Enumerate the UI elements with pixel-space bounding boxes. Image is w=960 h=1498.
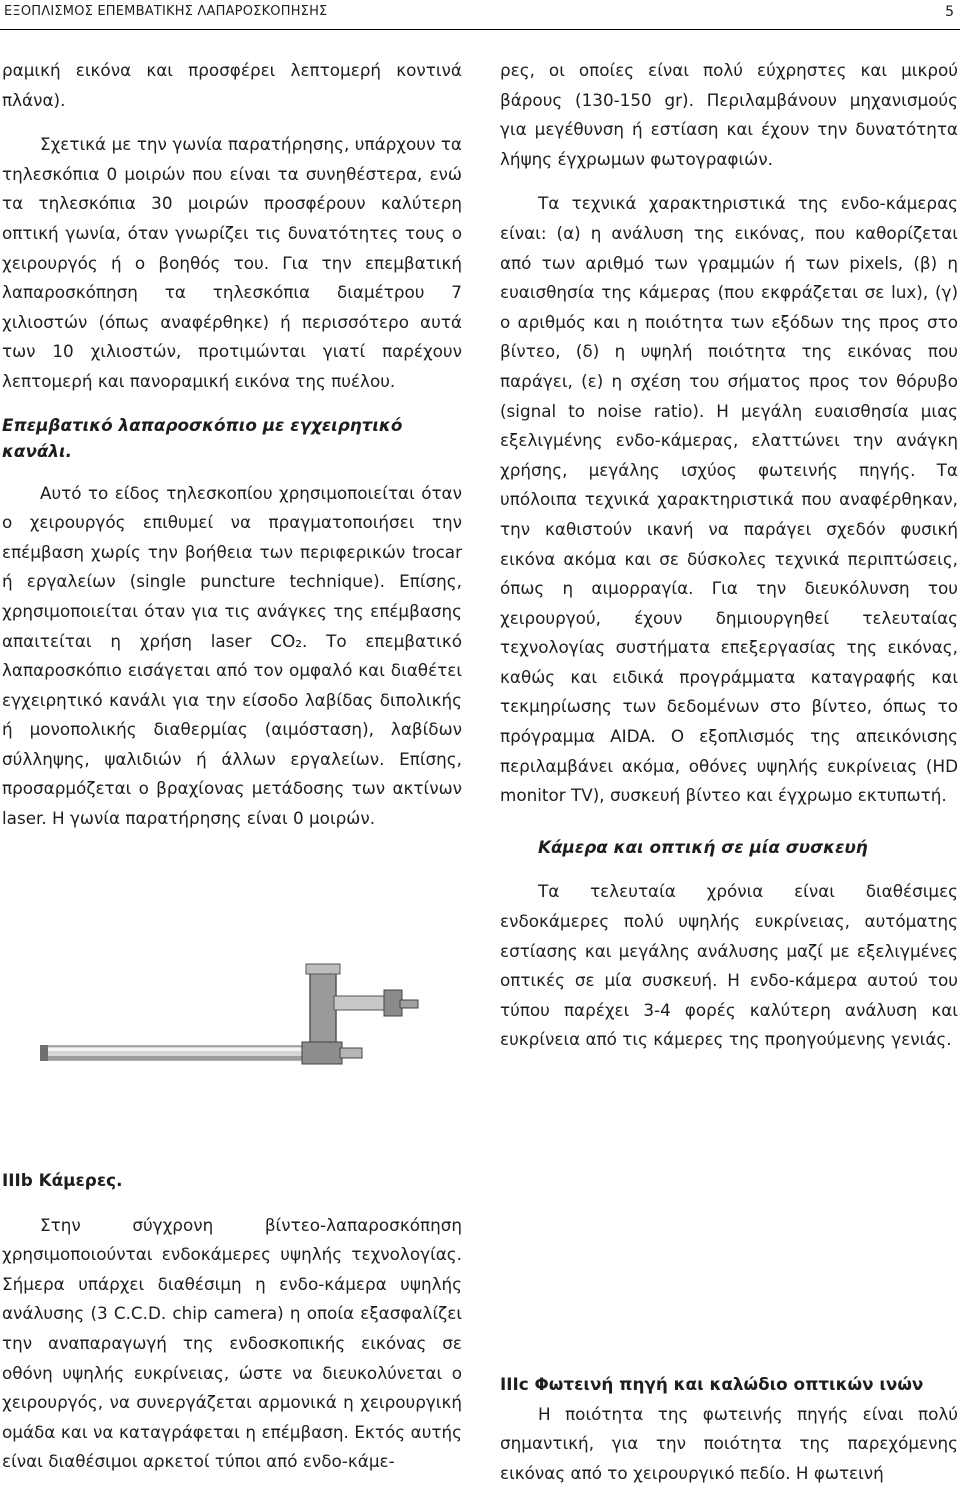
cameras-section xyxy=(2,1166,462,1477)
right-paragraph-1: ρες, οι οποίες είναι πολύ εύχρηστες και μικρού βάρους (130-150 gr). Περιλαμβάνουν μηχανισμούς για μεγέθυνση ή εστίαση και έχουν την δυνατότητα λήψης έγχρωμων φωτογραφιών. xyxy=(500,60,958,169)
page-header xyxy=(0,4,960,26)
operative-laparoscope-figure xyxy=(40,950,420,1082)
running-title: ΕΞΟΠΛΙΣΜΟΣ ΕΠΕΜΒΑΤΙΚΗΣ ΛΑΠΑΡΟΣΚΟΠΗΣΗΣ xyxy=(4,4,328,19)
page-number: 5 xyxy=(945,4,954,20)
left-subheading: Επεμβατικό λαπαροσκόπιο με εγχειρητικό κανάλι. xyxy=(2,414,403,461)
cameras-heading: IIIb Κάμερες. xyxy=(2,1170,123,1190)
right-column xyxy=(500,56,958,1055)
left-column xyxy=(2,56,462,834)
light-source-section xyxy=(500,1370,958,1488)
cameras-paragraph: Στην σύγχρονη βίντεο-λαπαροσκόπηση χρησιμοποιούνται ενδοκάμερες υψηλής τεχνολογίας. Σήμερα υπάρχει διαθέσιμη η ενδο-κάμερα υψηλής ανάλυσης (3 C.C.D. chip camera) η οποία εξασφαλίζει την αναπαραγωγή της ενδοσκοπικής εικόνας σε οθόνη υψηλής ευκρίνειας, ώστε να διευκολύνεται ο χειρουργός, να συνεργάζεται αρμονικά η χειρουργική ομάδα και να καταγράφεται η επέμβαση. Εκτός αυτής είναι διαθέσιμοι αρκετοί τύποι από ενδο-κάμε- xyxy=(2,1214,462,1472)
left-paragraph-1: ραμική εικόνα και προσφέρει λεπτομερή κοντινά πλάνα). xyxy=(2,60,462,110)
left-paragraph-2: Σχετικά με την γωνία παρατήρησης, υπάρχουν τα τηλεσκόπια 0 μοιρών που είναι τα συνηθέστερα, ενώ τα τηλεσκόπια 30 μοιρών προσφέρουν καλύτερη οπτική γωνία, όταν γνωρίζει τις δυνατότητες τους ο χειρουργός ή ο βοηθός του. Για την επεμβατική λαπαροσκόπηση τα τηλεσκόπια διαμέτρου 7 χιλιοστών (όπως αναφέρθηκε) ή περισσότερο αυτά των 10 χιλιοστών, προτιμώνται γιατί παρέχουν λεπτομερή και πανοραμική εικόνα της πυέλου. xyxy=(2,134,462,391)
right-subheading: Κάμερα και οπτική σε μία συσκευή xyxy=(538,836,868,857)
light-source-paragraph: Η ποιότητα της φωτεινής πηγής είναι πολύ σημαντική, για την ποιότητα της παρεχόμενης εικόνας από το χειρουργικό πεδίο. Η φωτεινή xyxy=(500,1403,958,1483)
light-source-heading: IIIc Φωτεινή πηγή και καλώδιο οπτικών ινών xyxy=(500,1374,924,1394)
right-paragraph-3: Τα τελευταία χρόνια είναι διαθέσιμες ενδοκάμερες πολύ υψηλής ευκρίνειας, αυτόματης εστίασης και μεγάλης ανάλυσης μαζί με εξελιγμένες οπτικές σε μία συσκευή. Η ενδο-κάμερα αυτού του τύπου παρέχει 3-4 φορές καλύτερη ανάλυση και ευκρίνεια από τις κάμερες της προηγούμενης γενιάς. xyxy=(500,881,958,1050)
left-paragraph-3: Αυτό το είδος τηλεσκοπίου χρησιμοποιείται όταν ο χειρουργός επιθυμεί να πραγματοποιήσει την επέμβαση χωρίς την βοήθεια των περιφερικών trocar ή εργαλείων (single puncture technique). Επίσης, χρησιμοποιείται όταν για τις ανάγκες της επέμβασης απαιτείται η χρήση laser CO₂. Το επεμβατικό λαπαροσκόπιο εισάγεται από τον ομφαλό και διαθέτει εγχειρητικό κανάλι για την είσοδο λαβίδας διπολικής ή μονοπολικής διαθερμίας (αιμόσταση), λαβίδων σύλληψης, ψαλιδιών ή άλλων εργαλείων. Επίσης, προσαρμόζεται ο βραχίονας μετάδοσης των ακτίνων laser. Η γωνία παρατήρησης είναι 0 μοιρών. xyxy=(2,482,462,829)
header-rule xyxy=(0,29,960,30)
right-paragraph-2: Τα τεχνικά χαρακτηριστικά της ενδο-κάμερας είναι: (α) η ανάλυση της εικόνας, που καθορίζεται από των αριθμό των γραμμών ή των pixels, (β) η ευαισθησία της κάμερας (που εκφράζεται σε lux), (γ) ο αριθμός και η ποιότητα των εξόδων της προς στο βίντεο, (δ) η υψηλή ποιότητα της εικόνας που παράγει, (ε) η σχέση του σήματος προς τον θόρυβο (signal to noise ratio). Η μεγάλη ευαισθησία μιας εξελιγμένης ενδο-κάμερας, ελαττώνει την ανάγκη χρήσης, μεγάλης ισχύος φωτεινής πηγής. Τα υπόλοιπα τεχνικά χαρακτηριστικά που αναφέρθηκαν, την καθιστούν ικανή να παράγει σχεδόν φυσική εικόνα ακόμα και σε δύσκολες τεχνικά περιπτώσεις, όπως η αιμορραγία. Για την διευκόλυνση του χειρουργού, έχουν δημιουργηθεί τελευταίας τεχνολογίας συστήματα επεξεργασίας της εικόνας, καθώς και ειδικά προγράμματα καταγραφής και τεκμηρίωσης των δεδομένων στο βίντεο, όπως το πρόγραμμα AIDA. Ο εξοπλισμός της απεικόνισης περιλαμβάνει ακόμα, οθόνες υψηλής ευκρίνειας (HD monitor TV), συσκευή βίντεο και έγχρωμο εκτυπωτή. xyxy=(500,193,958,806)
